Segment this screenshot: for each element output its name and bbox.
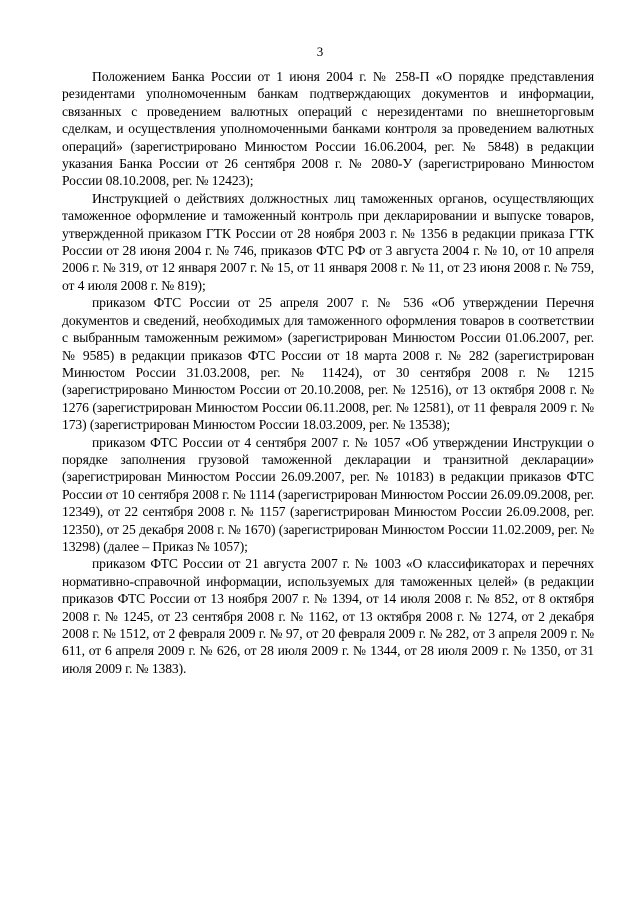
paragraph-order-1057: приказом ФТС России от 4 сентября 2007 г. № 1057 «Об утверждении Инструкции о порядке заполнения грузовой таможенной декларации и транзитной декларации» (зарегистрирован Минюстом России 26.09.2007, рег. № 10183) в редакции приказов ФТС России от 10 сентября 2008 г. № 1114 (зарегистрирован Минюстом России 26.09.09.2008, рег. 12349), от 22 сентября 2008 г. № 1157 (зарегистрирован Минюстом России 26.09.2008, рег. 12350), от 25 декабря 2008 г. № 1670) (зарегистрирован Минюстом России 11.02.2009, рег. № 13298) (далее – Приказ № 1057);: [62, 434, 594, 554]
paragraph-order-1003: приказом ФТС России от 21 августа 2007 г. № 1003 «О классификаторах и перечнях нормативно-справочной информации, используемых для таможенных целей» (в редакции приказов ФТС России от 13 ноября 2007 г. № 1394, от 14 июля 2008 г. № 852, от 8 октября 2008 г. № 1245, от 23 сентября 2008 г. № 1162, от 13 октября 2008 г. № 1274, от 2 декабря 2008 г. № 1512, от 2 февраля 2009 г. № 97, от 20 февраля 2009 г. № 282, от 3 апреля 2009 г. № 611, от 6 апреля 2009 г. № 626, от 28 июля 2009 г. № 1344, от 28 июля 2009 г. № 1350, от 31 июля 2009 г. № 1383).: [62, 556, 594, 676]
paragraph-order-536: приказом ФТС России от 25 апреля 2007 г. № 536 «Об утверждении Перечня документов и сведений, необходимых для таможенного оформления товаров в соответствии с выбранным таможенным режимом» (зарегистрирован Минюстом России 01.06.2007, рег. № 9585) в редакции приказов ФТС России от 18 марта 2008 г. № 282 (зарегистрирован Минюстом России 31.03.2008, рег. № 11424), от 30 сентября 2008 г. № 1215 (зарегистрировано Минюстом России от 20.10.2008, рег. № 12516), от 13 октября 2008 г. № 1276 (зарегистрирован Минюстом России 06.11.2008, рег. № 12581), от 11 февраля 2009 г. № 173) (зарегистрирован Минюстом России 18.03.2009, рег. № 13538);: [62, 295, 594, 433]
document-body: [62, 68, 594, 677]
paragraph-bank-regulation: Положением Банка России от 1 июня 2004 г. № 258-П «О порядке представления резидентами уполномоченным банкам подтверждающих документов и информации, связанных с проведением валютных операций с нерезидентами по внешнеторговым сделкам, и осуществления уполномоченными банками контроля за проведением валютных операций» (зарегистрировано Минюстом России 16.06.2004, рег. № 5848) в редакции указания Банка России от 26 сентября 2008 г. № 2080-У (зарегистрировано Минюстом России 08.10.2008, рег. № 12423);: [62, 69, 594, 189]
page-number: 3: [316, 44, 324, 59]
paragraph-customs-instruction: Инструкцией о действиях должностных лиц таможенных органов, осуществляющих таможенное оформление и таможенный контроль при декларировании и выпуске товаров, утвержденной приказом ГТК России от 28 ноября 2003 г. № 1356 в редакции приказа ГТК России от 28 июня 2004 г. № 746, приказов ФТС РФ от 3 августа 2004 г. № 10, от 10 апреля 2006 г. № 319, от 12 января 2007 г. № 15, от 11 января 2008 г. № 11, от 23 июня 2008 г. № 759, от 4 июля 2008 г. № 819);: [62, 190, 594, 293]
